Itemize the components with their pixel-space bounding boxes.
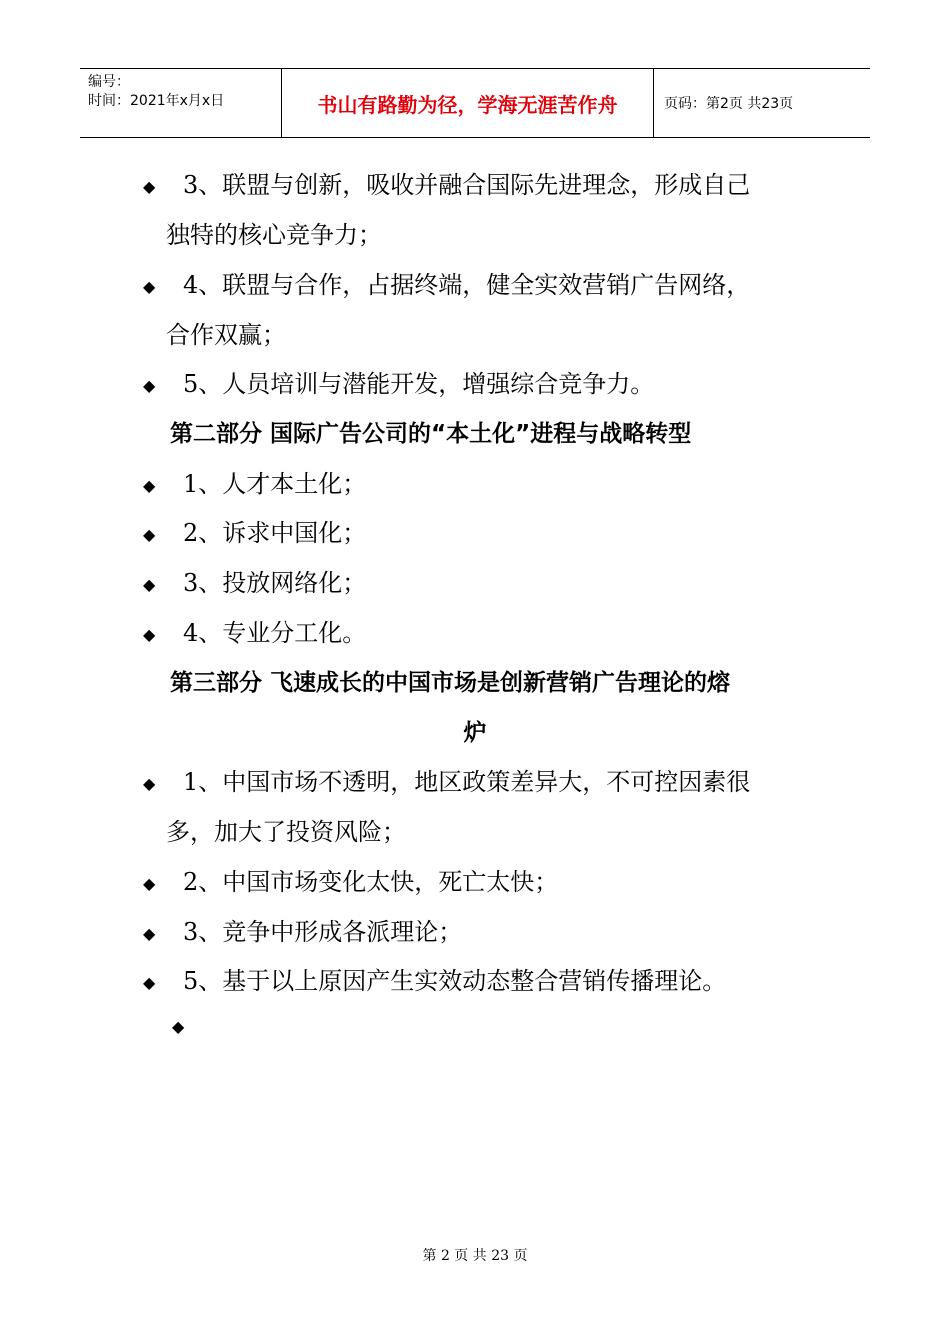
list-item-text: 2、诉求中国化； bbox=[183, 519, 367, 547]
header-motto: 书山有路勤为径，学海无涯苦作舟 bbox=[281, 69, 654, 137]
list-item-text: 5、基于以上原因产生实效动态整合营销传播理论。 bbox=[183, 967, 727, 995]
list-item-text-cont: 合作双赢； bbox=[166, 321, 286, 349]
bullet-icon: ◆ bbox=[143, 376, 156, 395]
bullet-icon: ◆ bbox=[143, 625, 156, 644]
part3-heading-cont: 炉 bbox=[463, 720, 487, 746]
header-page-info: 页码：第2页 共23页 bbox=[664, 96, 794, 112]
bullet-icon: ◆ bbox=[172, 1017, 185, 1036]
bullet-icon: ◆ bbox=[143, 774, 156, 793]
header-meta bbox=[80, 69, 281, 137]
page-footer: 第 2 页 共 23 页 bbox=[422, 1248, 528, 1264]
list-item-text: 2、中国市场变化太快，死亡太快； bbox=[183, 868, 559, 896]
list-item-text: 4、专业分工化。 bbox=[183, 619, 367, 647]
list-item-text: 3、竞争中形成各派理论； bbox=[183, 918, 463, 946]
bullet-icon: ◆ bbox=[143, 924, 156, 943]
bullet-icon: ◆ bbox=[143, 973, 156, 992]
list-item-text-cont: 独特的核心竞争力； bbox=[166, 221, 382, 249]
list-item-text-cont: 多，加大了投资风险； bbox=[166, 818, 406, 846]
list-item-text: 3、联盟与创新，吸收并融合国际先进理念，形成自己 bbox=[183, 171, 751, 199]
bullet-icon: ◆ bbox=[143, 874, 156, 893]
number-label: 编号： bbox=[88, 74, 130, 90]
list-item-text: 5、人员培训与潜能开发，增强综合竞争力。 bbox=[183, 370, 655, 398]
bullet-icon: ◆ bbox=[143, 177, 156, 196]
list-item-text: 3、投放网络化； bbox=[183, 569, 367, 597]
bullet-icon: ◆ bbox=[143, 277, 156, 296]
bullet-icon: ◆ bbox=[143, 525, 156, 544]
list-item-text: 1、人才本土化； bbox=[183, 470, 367, 498]
list-item-text: 1、中国市场不透明，地区政策差异大，不可控因素很 bbox=[183, 768, 751, 796]
bullet-icon: ◆ bbox=[143, 575, 156, 594]
part2-heading: 第二部分 国际广告公司的“本土化”进程与战略转型 bbox=[170, 421, 692, 447]
date-label: 时间：2021年x月x日 bbox=[88, 93, 225, 109]
bullet-icon: ◆ bbox=[143, 476, 156, 495]
list-item-text: 4、联盟与合作，占据终端，健全实效营销广告网络， bbox=[183, 271, 751, 299]
part3-heading: 第三部分 飞速成长的中国市场是创新营销广告理论的熔 bbox=[170, 670, 731, 696]
page-header bbox=[80, 68, 870, 138]
